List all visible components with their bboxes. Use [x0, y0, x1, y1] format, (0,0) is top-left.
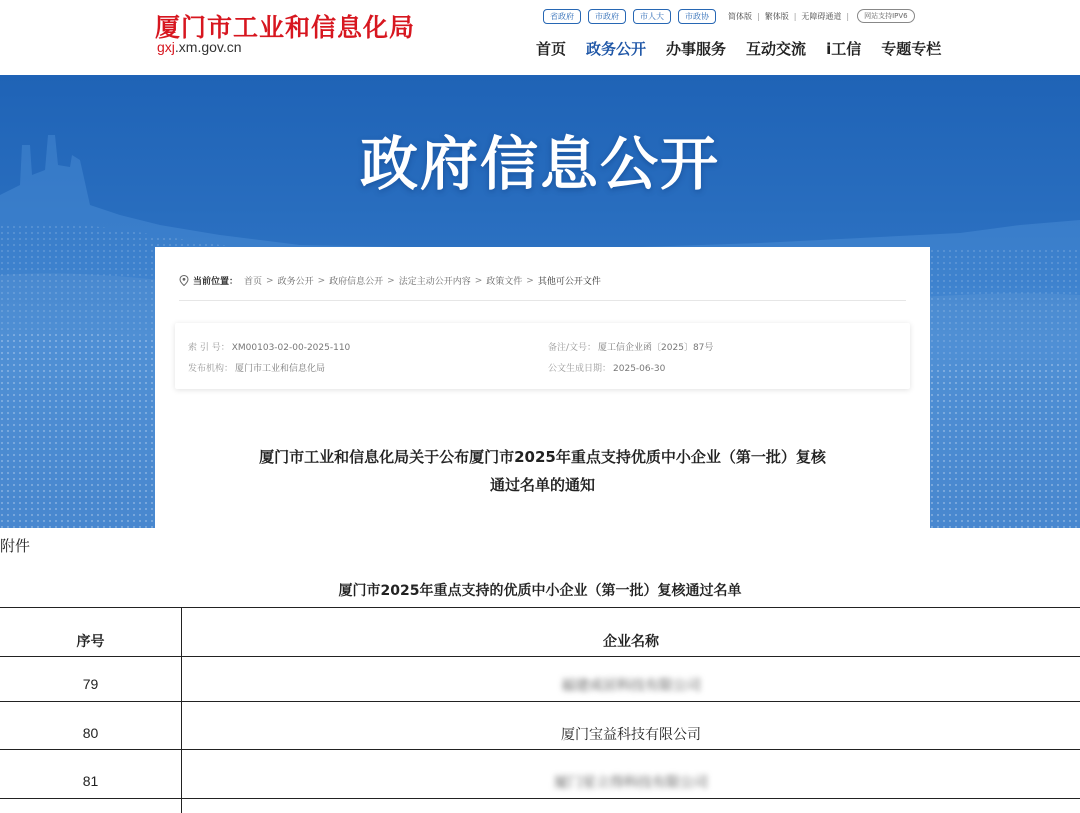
nav-government-affairs[interactable]: 政务公开 — [586, 40, 647, 58]
document-title-line2: 通过名单的通知 — [489, 476, 595, 494]
company-name: 福建成居科技有限公司 — [561, 678, 701, 694]
breadcrumb-label: 当前位置： — [193, 277, 239, 287]
separator: | — [846, 11, 850, 21]
document-meta-box — [175, 323, 910, 389]
row-number: 81 — [82, 773, 99, 789]
table-border — [0, 656, 1080, 657]
breadcrumb-policy-documents[interactable]: 政策文件 — [486, 277, 523, 287]
meta-date — [548, 361, 665, 374]
link-traditional[interactable]: 繁体版 — [764, 11, 789, 21]
breadcrumb — [179, 274, 605, 287]
nav-home[interactable]: 首页 — [536, 40, 567, 58]
meta-index — [188, 340, 350, 353]
nav-interaction[interactable]: 互动交流 — [746, 40, 807, 58]
meta-docno-label: 备注/文号： — [548, 343, 597, 353]
meta-index-value: XM00103-02-00-2025-110 — [231, 343, 351, 353]
separator: | — [793, 11, 797, 21]
company-name: 厦门星立得科技有限公司 — [554, 775, 708, 791]
link-city-congress[interactable]: 市人大 — [633, 9, 671, 24]
banner-title: 政府信息公开 — [359, 130, 720, 198]
separator: | — [757, 11, 760, 21]
meta-publisher-label: 发布机构： — [188, 364, 234, 374]
link-city-cppcc[interactable]: 市政协 — [678, 9, 716, 24]
link-city-gov[interactable]: 市政府 — [588, 9, 626, 24]
meta-publisher-value: 厦门市工业和信息化局 — [235, 364, 326, 374]
site-header — [0, 0, 1080, 75]
meta-doc-number — [548, 340, 713, 353]
document-title — [215, 443, 870, 499]
meta-date-label: 公文生成日期： — [548, 364, 612, 374]
nav-i-gongxin[interactable]: i工信 — [826, 40, 862, 58]
table-border — [0, 607, 1080, 608]
breadcrumb-government-affairs[interactable]: 政务公开 — [277, 277, 314, 287]
meta-publisher — [188, 361, 325, 374]
main-nav — [536, 38, 961, 59]
divider — [179, 300, 906, 301]
location-pin-icon — [179, 275, 189, 286]
attachment-label: 附件 — [0, 537, 31, 555]
approved-enterprises-table — [0, 607, 1080, 813]
meta-index-label: 索 引 号： — [188, 343, 230, 353]
meta-date-value: 2025-06-30 — [613, 364, 666, 374]
breadcrumb-separator: > — [266, 275, 274, 286]
content-card — [155, 247, 930, 528]
nav-special-topics[interactable]: 专题专栏 — [881, 40, 942, 58]
breadcrumb-separator: > — [474, 275, 483, 286]
row-number: 79 — [82, 676, 99, 692]
site-logo-title[interactable]: 厦门市工业和信息化局 — [155, 13, 416, 42]
company-name: 厦门宝益科技有限公司 — [561, 727, 701, 743]
nav-services[interactable]: 办事服务 — [666, 40, 727, 58]
domain-rest: .xm.gov.cn — [174, 39, 242, 55]
breadcrumb-separator: > — [317, 275, 326, 286]
table-border — [0, 749, 1080, 750]
row-number: 80 — [82, 725, 99, 741]
breadcrumb-info-disclosure[interactable]: 政府信息公开 — [329, 277, 384, 287]
document-title-line1: 厦门市工业和信息化局关于公布厦门市2025年重点支持优质中小企业（第一批）复核 — [259, 448, 826, 466]
breadcrumb-statutory-content[interactable]: 法定主动公开内容 — [398, 277, 471, 287]
site-domain — [157, 39, 242, 55]
attachment-table-title: 厦门市2025年重点支持的优质中小企业（第一批）复核通过名单 — [338, 583, 742, 599]
link-accessibility[interactable]: 无障碍通道 — [801, 11, 842, 21]
link-simplified[interactable]: 简体版 — [728, 11, 752, 21]
table-border — [0, 701, 1080, 702]
meta-docno-value: 厦工信企业函〔2025〕87号 — [598, 343, 714, 353]
table-border — [0, 798, 1080, 799]
breadcrumb-other-documents[interactable]: 其他可公开文件 — [537, 277, 601, 287]
breadcrumb-separator: > — [387, 275, 395, 286]
breadcrumb-separator: > — [526, 275, 534, 286]
column-header-no: 序号 — [76, 634, 105, 650]
breadcrumb-home[interactable]: 首页 — [244, 277, 263, 287]
link-provincial-gov[interactable]: 省政府 — [543, 9, 581, 24]
domain-prefix: gxj — [157, 39, 175, 55]
ipv6-badge: 网站支持IPV6 — [857, 9, 915, 23]
top-links — [543, 8, 915, 24]
column-header-name: 企业名称 — [603, 634, 659, 650]
